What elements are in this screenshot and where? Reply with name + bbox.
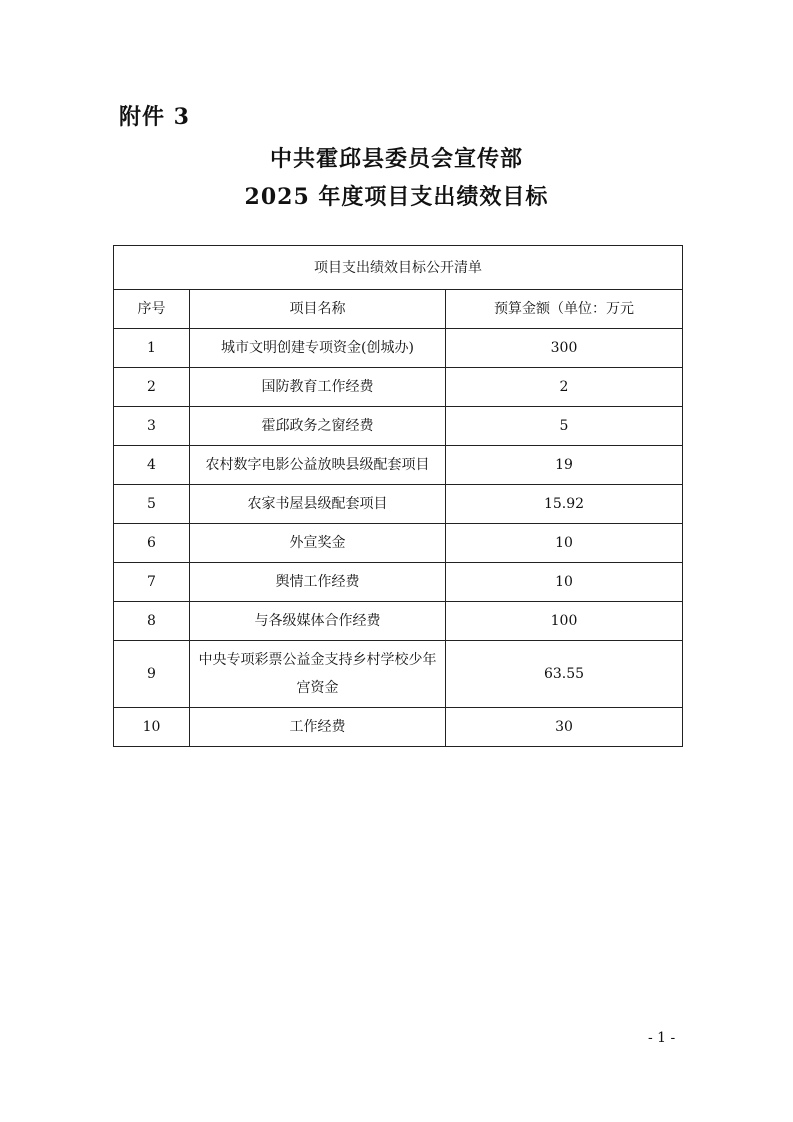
table-row (114, 708, 683, 747)
table-row (114, 641, 683, 708)
row-no: 3 (114, 407, 190, 446)
row-amount: 10 (446, 524, 683, 563)
row-no: 9 (114, 641, 190, 708)
row-name: 中央专项彩票公益金支持乡村学校少年宫资金 (190, 641, 446, 708)
row-amount: 30 (446, 708, 683, 747)
table-caption-row (114, 246, 683, 290)
document-title-line2: 2025 年度项目支出绩效目标 (244, 184, 549, 210)
table-caption: 项目支出绩效目标公开清单 (114, 246, 683, 290)
row-name: 霍邱政务之窗经费 (190, 407, 446, 446)
row-name: 与各级媒体合作经费 (190, 602, 446, 641)
table-row (114, 329, 683, 368)
header-name: 项目名称 (190, 290, 446, 329)
attachment-label: 附件 3 (119, 104, 190, 130)
table-row (114, 407, 683, 446)
row-name: 外宣奖金 (190, 524, 446, 563)
row-no: 6 (114, 524, 190, 563)
row-name: 农村数字电影公益放映县级配套项目 (190, 446, 446, 485)
row-no: 8 (114, 602, 190, 641)
row-name: 舆情工作经费 (190, 563, 446, 602)
page-number: - 1 - (648, 1030, 676, 1046)
budget-table (113, 245, 683, 747)
row-amount: 300 (446, 329, 683, 368)
row-no: 1 (114, 329, 190, 368)
table-row (114, 524, 683, 563)
row-name: 国防教育工作经费 (190, 368, 446, 407)
table-row (114, 563, 683, 602)
document-title-line1: 中共霍邱县委员会宣传部 (269, 146, 523, 172)
row-no: 10 (114, 708, 190, 747)
row-amount: 5 (446, 407, 683, 446)
header-amount: 预算金额（单位：万元 (446, 290, 683, 329)
table-row (114, 368, 683, 407)
row-no: 2 (114, 368, 190, 407)
row-amount: 19 (446, 446, 683, 485)
table-row (114, 485, 683, 524)
row-no: 7 (114, 563, 190, 602)
row-no: 5 (114, 485, 190, 524)
row-amount: 63.55 (446, 641, 683, 708)
row-amount: 15.92 (446, 485, 683, 524)
row-name: 工作经费 (190, 708, 446, 747)
table-row (114, 446, 683, 485)
table-header-row (114, 290, 683, 329)
row-amount: 100 (446, 602, 683, 641)
row-amount: 2 (446, 368, 683, 407)
row-name: 城市文明创建专项资金(创城办) (190, 329, 446, 368)
row-name: 农家书屋县级配套项目 (190, 485, 446, 524)
table-row (114, 602, 683, 641)
row-no: 4 (114, 446, 190, 485)
row-amount: 10 (446, 563, 683, 602)
header-no: 序号 (114, 290, 190, 329)
